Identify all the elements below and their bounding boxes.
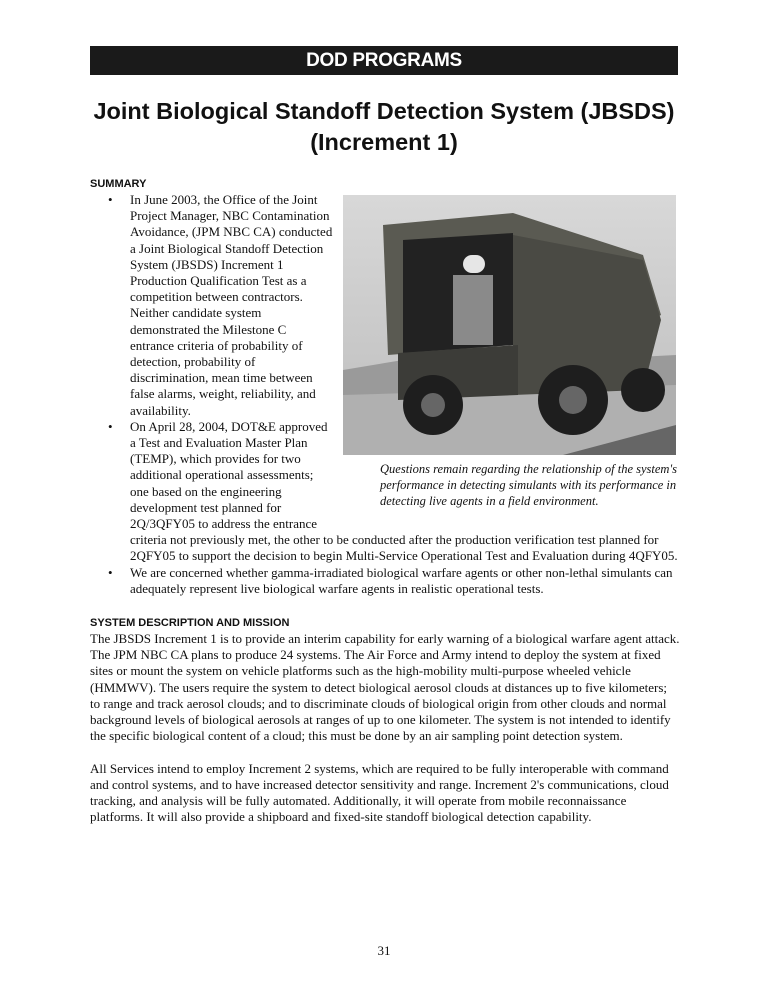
title-line-1: Joint Biological Standoff Detection System (JBSDS) [93,98,675,124]
summary-bullet-list [90,192,680,597]
section-header-bar: DOD PROGRAMS [90,46,678,75]
paragraph: All Services intend to employ Increment 2 systems, which are required to be fully interoperable with command and control systems, and to have increased detector sensitivity and range. Increment 2's communications, cloud tracking, and analysis will be fully automated. Additionally, it will operate from mobile reconnaissance platforms. It will also provide a shipboard and fixed-site standoff biological detection capability. [90,760,669,825]
bullet-icon: • [108,418,113,434]
summary-bullet [108,418,680,565]
bullet-text: On April 28, 2004, DOT&E approved a Test and Evaluation Master Plan (TEMP), which provides for two additional operational assessments; one based on the engineering development test planned for 2Q/3QFY05 to address the entrance criteria not previously met, the other to be conducted after the production verification test planned for 2QFY05 to support the decision to begin Multi-Service Operational Test and Evaluation during 4QFY05. [130,418,678,564]
bullet-text: In June 2003, the Office of the Joint Project Manager, NBC Contamination Avoidance, (JPM NBC CA) conducted a Joint Biological Standoff Detection System (JBSDS) Increment 1 Production Qualification Test as a competition between contractors. Neither candidate system demonstrated the Milestone C entrance criteria of probability of detection, probability of discrimination, mean time between false alarms, weight, reliability, and availability. [130,192,333,418]
bullet-icon: • [108,564,113,580]
figure-caption: Questions remain regarding the relationship of the system's performance in detecting simulants with its performance in detecting live agents in a field environment. [380,462,677,508]
page-title [90,96,678,158]
summary-heading: SUMMARY [90,178,147,190]
bullet-text: We are concerned whether gamma-irradiated biological warfare agents or other non-lethal simulants can adequately represent live biological warfare agents in realistic operational tests. [130,564,673,596]
bullet-icon: • [108,192,113,207]
summary-bullet [108,192,680,419]
summary-bullet [108,564,680,597]
page-number: 31 [377,943,391,958]
page-content [90,176,680,841]
paragraph: The JBSDS Increment 1 is to provide an interim capability for early warning of a biological warfare agent attack. The JPM NBC CA plans to produce 24 systems. The Air Force and Army intend to deploy the system at fixed sites or mount the system on vehicle platforms such as the high-mobility multi-purpose wheeled vehicle (HMMWV). The users require the system to detect biological aerosol clouds at distances up to five kilometers; to range and track aerosol clouds; and to discriminate clouds of biological origin from other clouds and normal background levels of biological aerosols at ranges of up to one kilometer. The system is not intended to identify the specific biological content of a cloud; this must be done by an air sampling point detection system. [90,631,680,744]
title-line-2: (Increment 1) [310,129,458,155]
system-description-heading: SYSTEM DESCRIPTION AND MISSION [90,617,290,630]
